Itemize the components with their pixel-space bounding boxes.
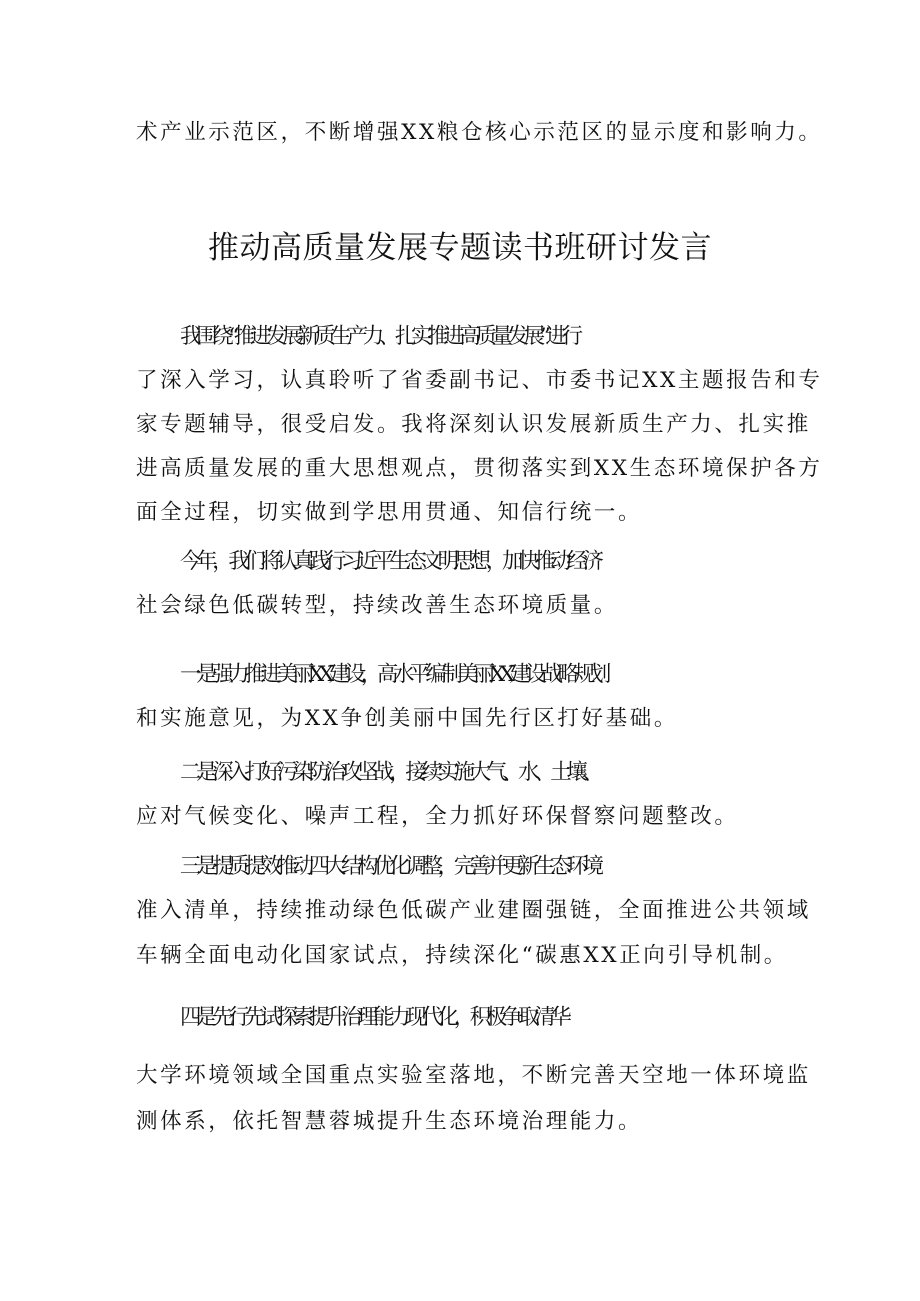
paragraph-1-line-3: 家专题辅导，很受启发。我将深刻认识发展新质生产力、扎实推 <box>136 412 811 437</box>
paragraph-6-line-1: 四是先行先试探索提升治理能力现代化，积极争取清华 <box>180 1005 567 1030</box>
paragraph-2-line-2: 社会绿色低碳转型，持续改善生态环境质量。 <box>136 593 619 618</box>
continuation-line: 术产业示范区，不断增强XX粮仓核心示范区的显示度和影响力。 <box>136 120 823 145</box>
paragraph-1-line-5: 面全过程，切实做到学思用贯通、知信行统一。 <box>136 500 643 525</box>
paragraph-5-line-3: 车辆全面电动化国家试点，持续深化“碳惠XX正向引导机制。 <box>136 943 788 968</box>
paragraph-4-line-1: 二是深入打好污染防治攻坚战，接续实施大气、水、土壤、 <box>180 760 599 785</box>
paragraph-2-line-1: 今年，我们将认真践行习近平生态文明思想，加快推动经济 <box>180 549 599 574</box>
paragraph-3-line-1: 一是强力推进美丽XX建设，高水平编制美丽XX建设战略规划 <box>180 662 607 687</box>
paragraph-1-line-2: 了深入学习，认真聆听了省委副书记、市委书记XX主题报告和专 <box>136 368 823 393</box>
paragraph-6-line-3: 测体系，依托智慧蓉城提升生态环境治理能力。 <box>136 1109 643 1134</box>
paragraph-6-line-2: 大学环境领域全国重点实验室落地，不断完善天空地一体环境监 <box>136 1063 811 1088</box>
paragraph-5-line-2: 准入清单，持续推动绿色低碳产业建圈强链，全面推进公共领域 <box>136 898 811 923</box>
page-title: 推动高质量发展专题读书班研讨发言 <box>208 230 712 266</box>
paragraph-3-line-2: 和实施意见，为XX争创美丽中国先行区打好基础。 <box>136 706 678 731</box>
paragraph-1-line-1: 我围绕“推进发展新质生产力、扎实推进高质量发展”进行 <box>180 324 578 349</box>
paragraph-1-line-4: 进高质量发展的重大思想观点，贯彻落实到XX生态环境保护各方 <box>136 456 823 481</box>
paragraph-4-line-2: 应对气候变化、噪声工程，全力抓好环保督察问题整改。 <box>136 804 739 829</box>
paragraph-5-line-1: 三是提质提效推动四大结构优化调整，完善并更新生态环境 <box>180 854 599 879</box>
